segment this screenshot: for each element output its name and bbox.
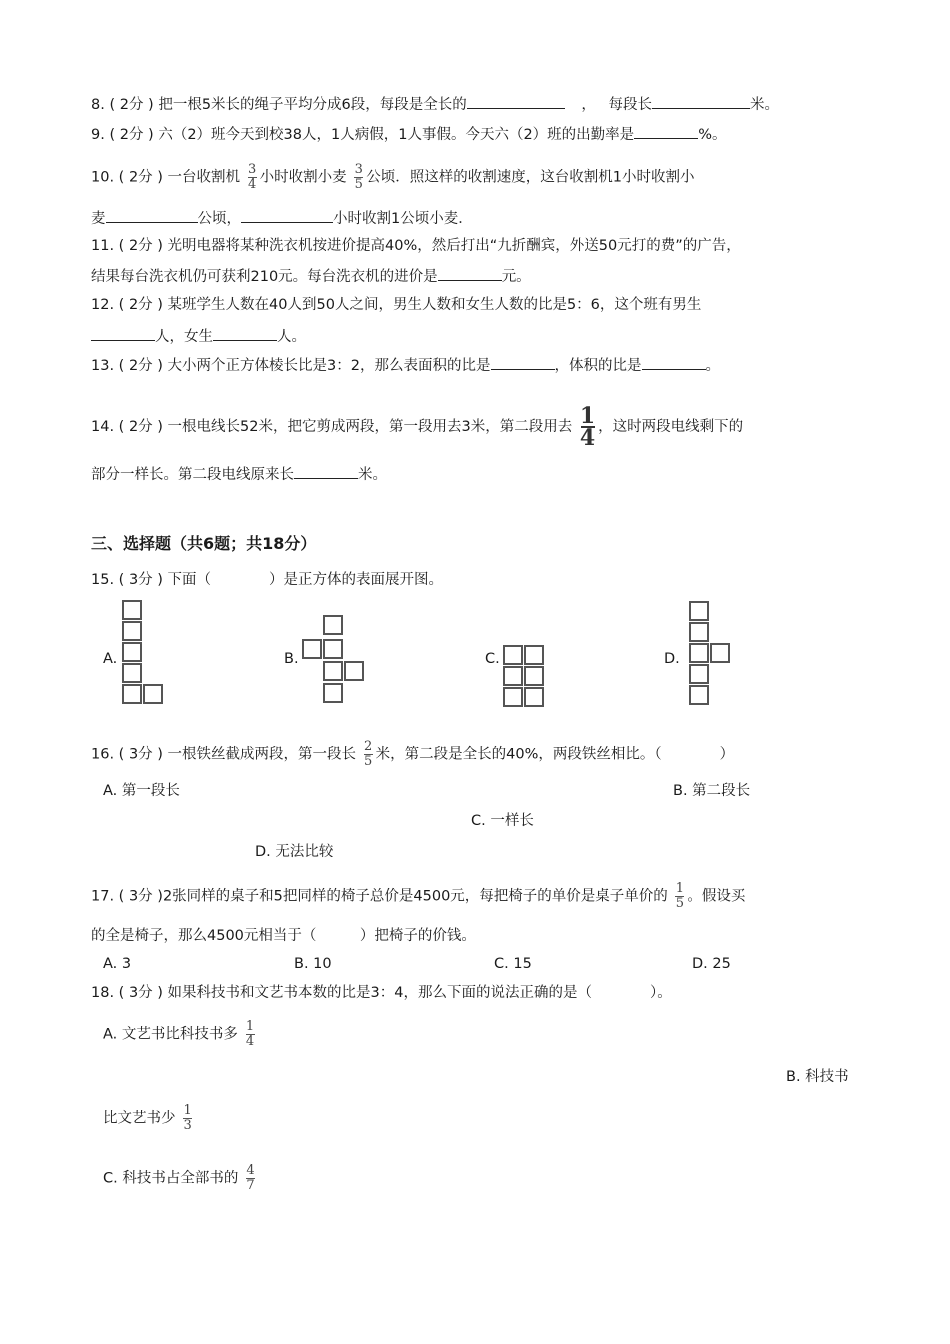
question-text: 公顷， (197, 211, 241, 227)
fraction: $\frac{1}{4}$ (245, 1019, 255, 1049)
question-text: 光明电器将某种洗衣机按进价提高40%，然后打出“九折酬宾，外送50元打的费”的广告， (167, 238, 741, 254)
option-a[interactable]: A. 3 (103, 956, 132, 972)
option-c-label[interactable]: C. (485, 651, 500, 667)
question-number: 14. (91, 419, 115, 435)
question-text: 如果科技书和文艺书本数的比是3：4，那么下面的说法正确的是（ ）。 (167, 985, 672, 1001)
option-a-label[interactable]: A. (103, 651, 118, 667)
question-17-cont (91, 926, 476, 946)
question-text: 结果每台洗衣机仍可获利210元。每台洗衣机的进价是 (91, 269, 438, 285)
question-text: 一根电线长52米，把它剪成两段，第一段用去3米，第二段用去 (167, 419, 573, 435)
fraction: $\frac{3}{5}$ (354, 162, 363, 192)
answer-blank[interactable] (213, 325, 277, 341)
question-number: 8. (91, 97, 105, 113)
question-number: 10. (91, 169, 115, 186)
option-b-label[interactable]: B. (284, 651, 299, 667)
question-text: ，体积的比是 (554, 358, 642, 374)
question-18 (91, 983, 672, 1003)
question-11-cont (91, 265, 531, 287)
option-b[interactable]: B. 第二段长 (673, 783, 751, 799)
question-score: ( 2分 ) (118, 358, 163, 374)
question-score: ( 2分 ) (109, 97, 154, 113)
section-heading: 三、选择题（共6题；共18分） (91, 534, 317, 553)
option-a[interactable]: A. 第一段长 (103, 783, 180, 799)
question-score: ( 2分 ) (118, 169, 163, 186)
option-text: A. 文艺书比科技书多 (103, 1026, 238, 1043)
question-text: 小时收割1公顷小麦． (333, 211, 473, 227)
question-15 (91, 570, 443, 590)
fraction: $\frac{1}{3}$ (183, 1103, 192, 1133)
question-16 (91, 740, 734, 769)
question-text: 把一根5米长的绳子平均分成6段，每段是全长的 (158, 97, 467, 113)
option-d-label[interactable]: D. (664, 651, 680, 667)
question-number: 16. (91, 746, 115, 763)
fraction: $\frac{3}{4}$ (248, 162, 257, 192)
question-text: 公顷．照这样的收割速度，这台收割机1小时收割小 (366, 169, 695, 186)
option-d[interactable]: D. 25 (692, 956, 731, 972)
question-text: 米，第二段是全长的40%，两段铁丝相比。（ ） (375, 746, 735, 763)
question-13 (91, 354, 720, 376)
question-text: 人。 (277, 329, 306, 345)
question-14 (91, 403, 744, 451)
fraction: $\frac{1}{4}$ (579, 403, 596, 451)
question-text: 米。 (750, 97, 779, 113)
answer-blank[interactable] (652, 93, 750, 109)
question-text: 一台收割机 (167, 169, 241, 186)
question-number: 13. (91, 358, 115, 374)
question-text: 某班学生人数在40人到50人之间，男生人数和女生人数的比是5：6，这个班有男生 (167, 297, 702, 313)
option-a[interactable] (103, 1020, 258, 1049)
option-d[interactable]: D. 无法比较 (255, 844, 334, 860)
question-number: 11. (91, 238, 115, 254)
question-score: ( 3分 ) (118, 572, 163, 588)
option-b-cont[interactable] (103, 1104, 195, 1133)
question-text: 六（2）班今天到校38人，1人病假，1人事假。今天六（2）班的出勤率是 (158, 127, 635, 143)
question-score: ( 3分 ) (118, 888, 163, 905)
answer-blank[interactable] (241, 207, 333, 223)
question-11 (91, 236, 741, 256)
question-10-cont (91, 207, 473, 229)
question-score: ( 3分 ) (118, 985, 163, 1001)
question-score: ( 2分 ) (118, 419, 163, 435)
question-17 (91, 882, 745, 911)
question-text: 大小两个正方体棱长比是3：2，那么表面积的比是 (167, 358, 491, 374)
option-c[interactable] (103, 1164, 258, 1193)
question-text: 下面（ ）是正方体的表面展开图。 (167, 572, 444, 588)
question-number: 9. (91, 127, 105, 143)
question-text: 2张同样的桌子和5把同样的椅子总价是4500元，每把椅子的单价是桌子单价的 (162, 888, 668, 905)
answer-blank[interactable] (106, 207, 198, 223)
question-9 (91, 123, 726, 145)
answer-blank[interactable] (491, 354, 555, 370)
question-text: 人，女生 (155, 329, 213, 345)
question-14-cont (91, 463, 387, 485)
separator: ， (581, 97, 596, 113)
question-text: %。 (698, 127, 727, 143)
fraction: $\frac{1}{5}$ (675, 881, 685, 911)
answer-blank[interactable] (294, 463, 358, 479)
answer-blank[interactable] (438, 265, 502, 281)
question-text: 米。 (358, 467, 387, 483)
question-text: 每段长 (608, 97, 652, 113)
question-score: ( 2分 ) (118, 238, 163, 254)
answer-blank[interactable] (642, 354, 706, 370)
question-number: 17. (91, 888, 115, 905)
question-8 (91, 93, 779, 115)
question-text: 小时收割小麦 (259, 169, 347, 186)
option-c[interactable]: C. 一样长 (471, 813, 534, 829)
option-b[interactable]: B. 10 (294, 956, 332, 972)
question-score: ( 3分 ) (118, 746, 163, 763)
answer-blank[interactable] (91, 325, 155, 341)
question-12-cont (91, 325, 306, 347)
fraction: $\frac{2}{5}$ (364, 739, 373, 769)
question-10 (91, 163, 695, 192)
question-text: 。 (705, 358, 720, 374)
option-b[interactable]: B. 科技书 (786, 1069, 849, 1085)
question-text: ，这时两段电线剩下的 (598, 419, 744, 435)
question-number: 15. (91, 572, 115, 588)
question-text: 一根铁丝截成两段，第一段长 (167, 746, 357, 763)
question-text: 麦 (91, 211, 106, 227)
question-score: ( 2分 ) (109, 127, 154, 143)
question-text: 。假设买 (687, 888, 746, 905)
question-text: 的全是椅子，那么4500元相当于（ ）把椅子的价钱。 (91, 928, 476, 944)
answer-blank[interactable] (634, 123, 698, 139)
question-12 (91, 295, 701, 315)
fraction: $\frac{4}{7}$ (246, 1163, 255, 1193)
answer-blank[interactable] (467, 93, 565, 109)
question-text: 部分一样长。第二段电线原来长 (91, 467, 294, 483)
option-c[interactable]: C. 15 (494, 956, 532, 972)
question-number: 12. (91, 297, 115, 313)
option-text: C. 科技书占全部书的 (103, 1170, 239, 1187)
option-text: 比文艺书少 (103, 1110, 176, 1127)
question-text: 元。 (501, 269, 531, 285)
question-score: ( 2分 ) (118, 297, 163, 313)
question-number: 18. (91, 985, 115, 1001)
